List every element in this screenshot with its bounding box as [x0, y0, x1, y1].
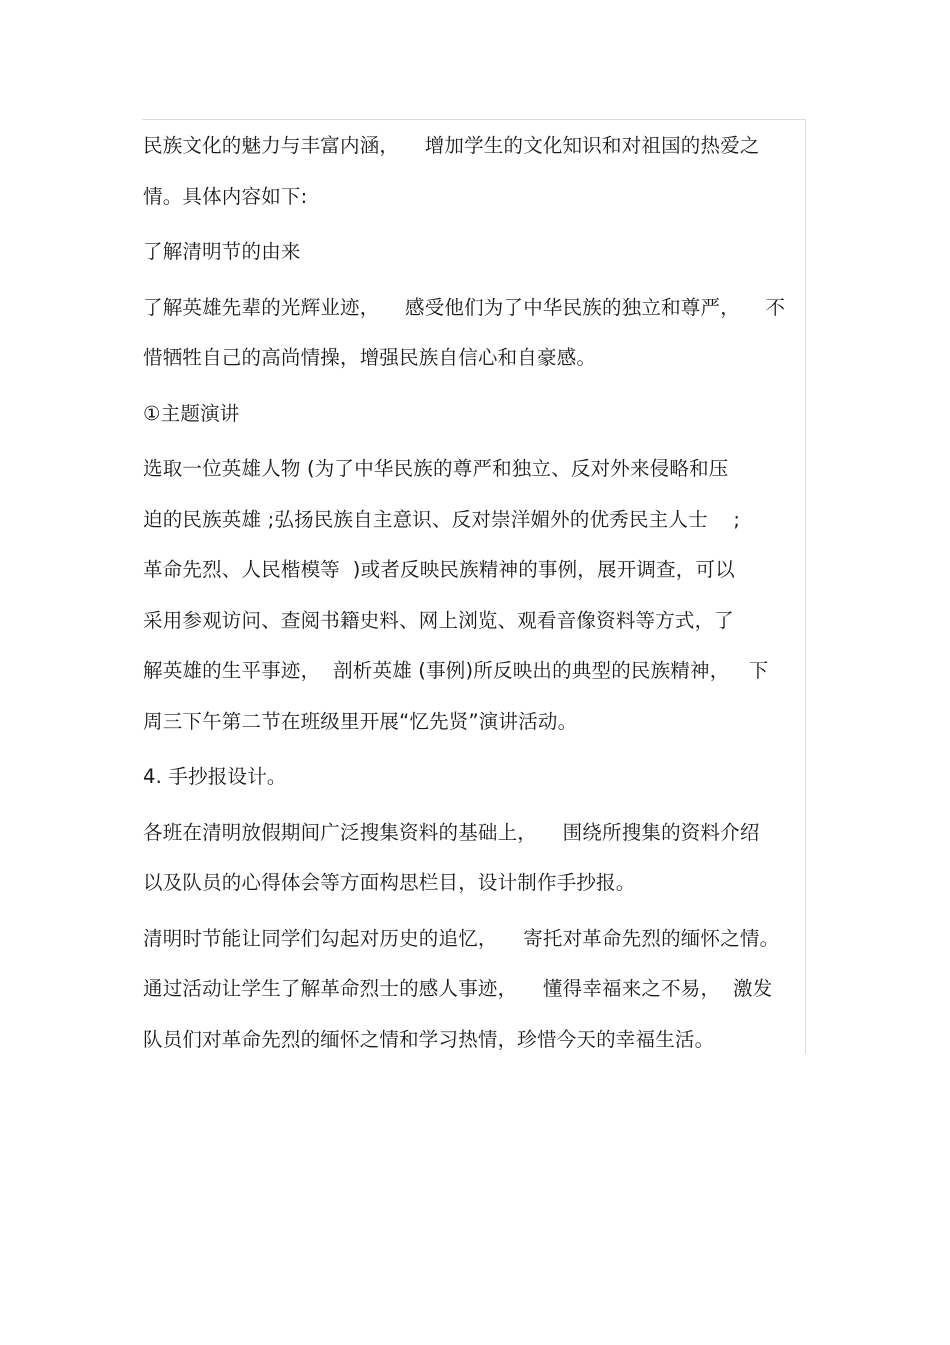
text-line: 了解英雄先辈的光辉业迹， 感受他们为了中华民族的独立和尊严， 不: [143, 295, 786, 319]
text-line: 情。具体内容如下:: [143, 184, 308, 208]
text-line: 民族文化的魅力与丰富内涵， 增加学生的文化知识和对祖国的热爱之: [143, 134, 760, 157]
paragraph-newspaper-details: [143, 808, 805, 909]
text-line: 通过活动让学生了解革命烈士的感人事迹， 懂得幸福来之不易， 激发: [143, 977, 773, 1000]
text-line: 清明时节能让同学们勾起对历史的追忆， 寄托对革命先烈的缅怀之情。: [143, 926, 780, 950]
text-line: 迫的民族英雄 ;弘扬民族自主意识、反对崇洋媚外的优秀民主人士 ;: [143, 507, 741, 531]
paragraph-heading-speech: [143, 389, 805, 440]
paragraph-heading-newspaper: [143, 752, 805, 803]
text-line: 革命先烈、人民楷模等 )或者反映民族精神的事例，展开调查，可以: [143, 558, 735, 581]
text-line: 队员们对革命先烈的缅怀之情和学习热情，珍惜今天的幸福生活。: [143, 1027, 715, 1051]
text-line: 以及队员的心得体会等方面构思栏目，设计制作手抄报。: [143, 871, 636, 894]
text-line: 解英雄的生平事迹， 剖析英雄 (事例)所反映出的典型的民族精神， 下: [143, 659, 769, 682]
text-line: 周三下午第二节在班级里开展“忆先贤”演讲活动。: [143, 709, 578, 733]
paragraph-intro: [143, 121, 805, 222]
paragraph-conclusion: [143, 914, 805, 1066]
text-line: 各班在清明放假期间广泛搜集资料的基础上， 围绕所搜集的资料介绍: [143, 820, 760, 844]
text-line: 选取一位英雄人物 (为了中华民族的尊严和独立、反对外来侵略和压: [143, 457, 729, 480]
text-line: 了解清明节的由来: [143, 240, 301, 263]
text-line: ①主题演讲: [143, 401, 240, 425]
paragraph-speech-details: [143, 444, 805, 747]
document-body: [143, 121, 805, 1065]
text-line: 4. 手抄报设计。: [143, 765, 287, 788]
paragraph-heroes: [143, 283, 805, 384]
paragraph-heading-origin: [143, 227, 805, 278]
text-line: 采用参观访问、查阅书籍史料、网上浏览、观看音像资料等方式，了: [143, 608, 735, 632]
text-line: 惜牺牲自己的高尚情操，增强民族自信心和自豪感。: [143, 346, 597, 369]
